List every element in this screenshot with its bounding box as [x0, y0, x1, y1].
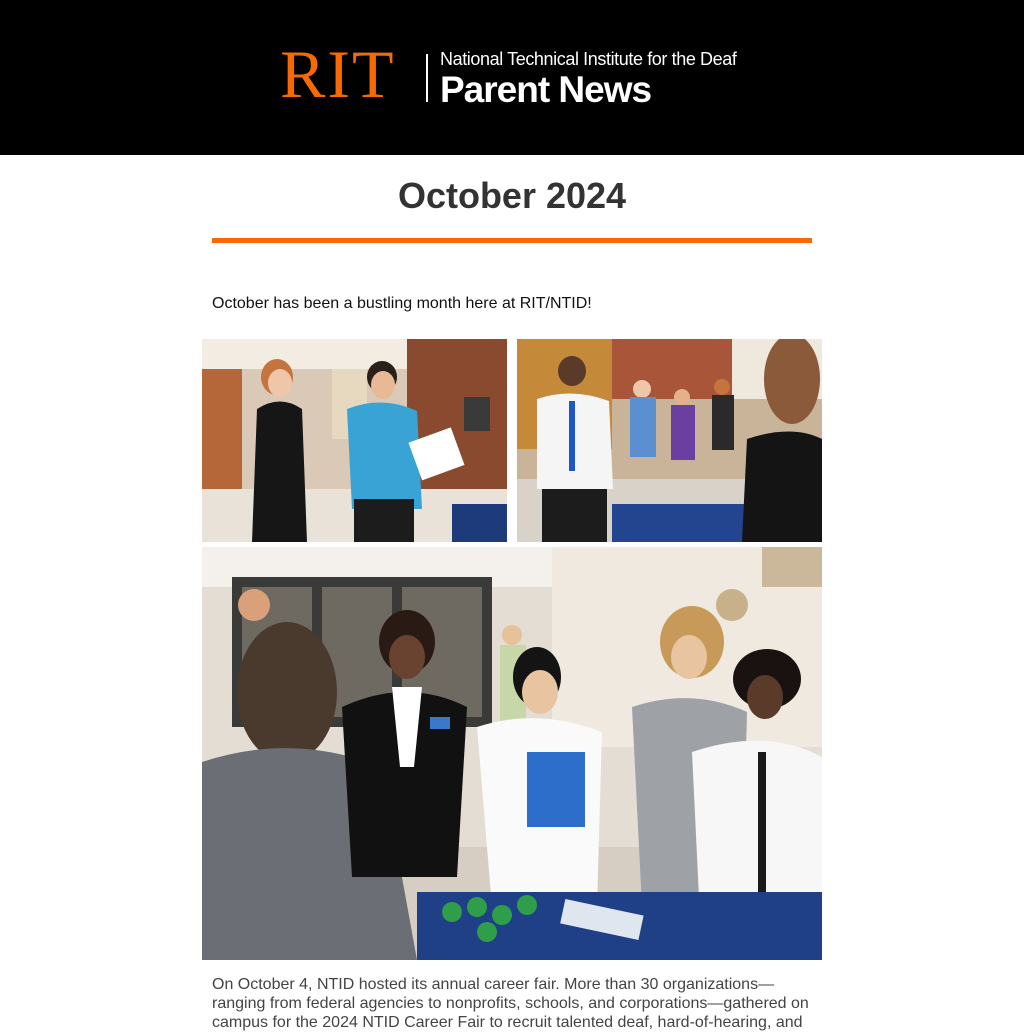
- newsletter-title: Parent News: [440, 69, 652, 110]
- photo-3-illustration: [202, 547, 822, 960]
- rit-logo[interactable]: RIT: [280, 36, 396, 112]
- newsletter-header: [0, 0, 1024, 155]
- institute-name: National Technical Institute for the Deaf: [440, 49, 737, 69]
- intro-text: October has been a bustling month here at RIT/NTID!: [212, 295, 592, 312]
- career-fair-photo-2[interactable]: [517, 339, 822, 542]
- career-fair-photo-3[interactable]: [202, 547, 822, 960]
- photo-1-illustration: [202, 339, 507, 542]
- career-fair-photo-1[interactable]: [202, 339, 507, 542]
- logo-divider: [426, 54, 428, 102]
- orange-divider: [212, 238, 812, 243]
- issue-month: October 2024: [397, 175, 627, 216]
- career-fair-paragraph: On October 4, NTID hosted its annual career fair. More than 30 organizations—ranging from federal agencies to nonprofits, schools, and corporations—gathered on campus for the 2024 NTID Career Fair to recruit talented deaf, hard-of-hearing, and: [212, 976, 809, 1031]
- photo-2-illustration: [517, 339, 822, 542]
